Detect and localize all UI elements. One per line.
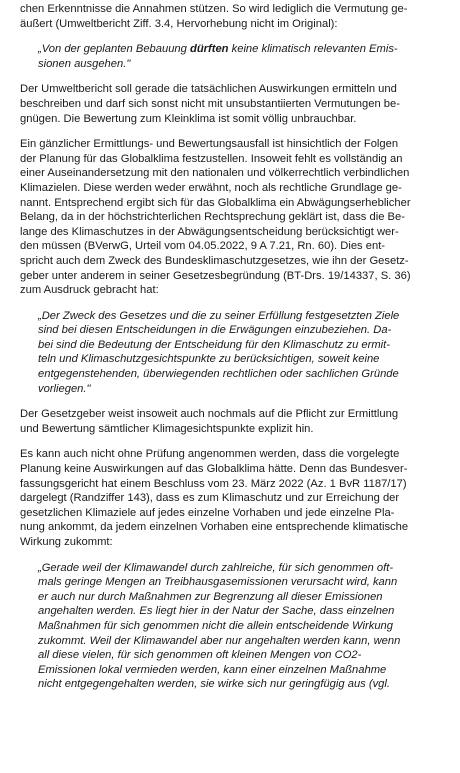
text-line: Belang, da in der höchstrichterlichen Rechtsprechung geklärt ist, dass die Be- — [20, 211, 405, 224]
quote-line: entgegenstehenden, überwiegenden rechtlichen oder sachlichen Gründe — [38, 368, 399, 381]
text-line: geber unter anderem in seiner Gesetzesbegründung (BT-Drs. 19/14337, S. 36) — [20, 269, 411, 282]
text-line: zum Ausdruck gebracht hat: — [20, 284, 159, 297]
text-line: äußert (Umweltbericht Ziff. 3.4, Hervorhebung nicht im Original): — [20, 17, 338, 30]
text-line: gnügen. Die Bewertung zum Kleinklima ist somit völlig unbrauchbar. — [20, 112, 357, 125]
text-line: beschreiben und darf sich sonst nicht mit unsubstantiierten Vermutungen be- — [20, 97, 400, 110]
paragraph-kleinklima — [20, 82, 440, 126]
paragraph-intro — [20, 2, 440, 31]
text-line: den müssen (BVerwG, Urteil vom 04.05.2022, 9 A 7.21, Rn. 60). Dies ent- — [20, 240, 386, 253]
quote-line: er auch nur durch Maßnahmen zur Begrenzung all dieser Emissionen — [38, 590, 383, 603]
quote-line: Emissionen lokal vermieden werden, kann einer einzelnen Maßnahme — [38, 663, 387, 676]
quote-bverfg — [20, 561, 440, 692]
quote-line: bei sind die Bedeutung der Entscheidung für den Klimaschutz zu ermit- — [38, 338, 390, 351]
paragraph-globalklima — [20, 137, 440, 298]
text-line: Ein gänzlicher Ermittlungs- und Bewertungsausfall ist hinsichtlich der Folgen — [20, 138, 399, 151]
paragraph-gesetzgeber — [20, 407, 440, 436]
quote-line: all diese vielen, für sich genommen oft kleinen Mengen von CO2- — [38, 649, 362, 662]
text-line: Planung keine Auswirkungen auf das Globalklima hätte. Denn das Bundesver- — [20, 463, 408, 476]
paragraph-bverfg — [20, 447, 440, 549]
text-line: und Bewertung sämtlicher Klimagesichtspunkte explizit hin. — [20, 422, 314, 435]
text-line: einer Auseinandersetzung mit den nationalen und völkerrechtlich verbindlichen — [20, 167, 410, 180]
text-line: spricht auch dem Zweck des Bundesklimaschutzgesetzes, wie ihn der Gesetz- — [20, 254, 409, 267]
text-line: der Planung für das Globalklima festzustellen. Insoweit fehlt es vollständig an — [20, 152, 403, 165]
quote-text-end: keine klimatisch relevanten Emis- — [228, 43, 398, 56]
text-line: Es kann auch nicht ohne Prüfung angenommen werden, dass die vorgelegte — [20, 448, 400, 461]
text-line: dargelegt (Randziffer 143), dass es zum Klimaschutz und zur Erreichung der — [20, 492, 400, 505]
quote-umweltbericht — [20, 42, 440, 71]
quote-text-line2: sionen ausgehen." — [38, 57, 131, 70]
quote-line: Maßnahmen für sich genommen nicht die allein entscheidende Wirkung — [38, 619, 393, 632]
text-line: chen Erkenntnisse die Annahmen stützen. So wird lediglich die Vermutung ge- — [20, 3, 408, 15]
text-line: nannt. Entsprechend ergibt sich für das Globalklima ein Abwägungserheblicher — [20, 196, 411, 209]
text-line: fassungsgericht hat einem Beschluss vom 23. März 2022 (Az. 1 BvR 1187/17) — [20, 477, 407, 490]
quote-line: „Gerade weil der Klimawandel durch zahlreiche, für sich genommen oft- — [38, 561, 394, 574]
quote-line: zukommt. Weil der Klimawandel aber nur angehalten werden kann, wenn — [38, 634, 401, 647]
text-line: lange des Klimaschutzes in der Abwägungsentscheidung berücksichtigt wer- — [20, 225, 399, 238]
text-line: nung ankommt, da jedem einzelnen Vorhaben eine entsprechende klimatische — [20, 521, 409, 534]
quote-gesetzesbegruendung — [20, 309, 440, 397]
quote-line: „Der Zweck des Gesetzes und die zu seiner Erfüllung festgesetzten Ziele — [38, 309, 400, 322]
text-line: Wirkung zukommt: — [20, 536, 113, 548]
quote-line: angehalten werden. Es liegt hier in der Natur der Sache, dass einzelnen — [38, 605, 395, 618]
quote-line: mals geringe Mengen an Treibhausgasemissionen verursacht wird, kann — [38, 576, 398, 589]
text-line: Klimazielen. Diese werden weder erwähnt, noch als rechtliche Grundlage ge- — [20, 181, 402, 194]
text-line: gesetzlichen Klimaziele auf jedes einzelne Vorhaben und jede einzelne Pla- — [20, 506, 395, 519]
quote-line: sind bei diesen Entscheidungen in die Erwägungen einzubeziehen. Da- — [38, 324, 392, 337]
text-line: Der Gesetzgeber weist insoweit auch nochmals auf die Pflicht zur Ermittlung — [20, 408, 399, 421]
quote-line: vorliegen." — [38, 382, 91, 395]
quote-text-start: „Von der geplanten Bebauung — [38, 43, 190, 56]
quote-line: teln und Klimaschutzgesichtspunkte zu berücksichtigen, soweit keine — [38, 353, 380, 366]
quote-line: nicht entgegengehalten werden, sie wirke sich nur geringfügig aus (vgl. — [38, 678, 390, 691]
text-line: Der Umweltbericht soll gerade die tatsächlichen Auswirkungen ermitteln und — [20, 83, 397, 96]
quote-emphasis: dürften — [189, 43, 229, 56]
